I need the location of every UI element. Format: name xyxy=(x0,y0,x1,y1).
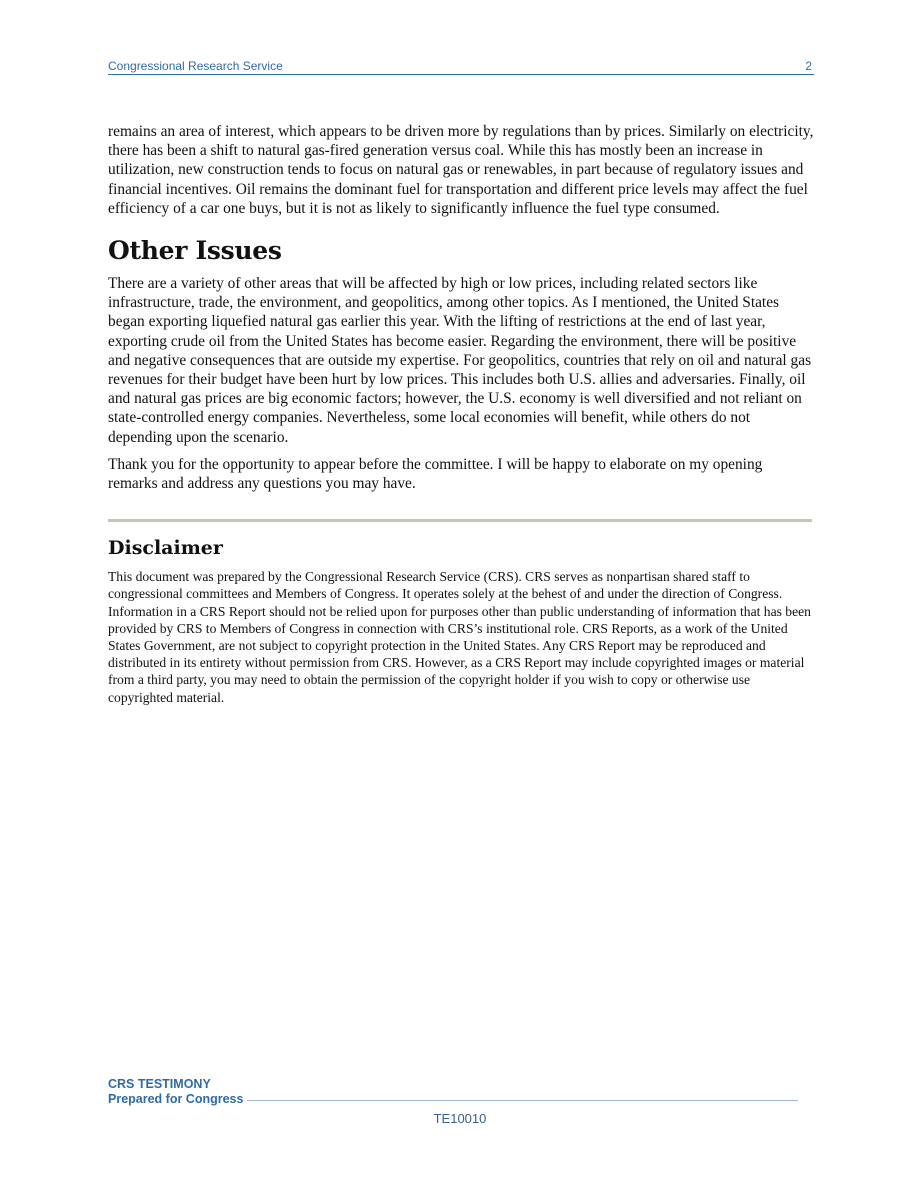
section-heading-other-issues: Other Issues xyxy=(108,236,282,266)
intro-paragraph: remains an area of interest, which appears to be driven more by regulations than by prices. Similarly on electricity, there has been a shift to natural gas-fired generation versus coal. While this has mostly been an increase in utilization, new construction tends to focus on natural gas or renewables, in part because of regulatory issues and financial incentives. Oil remains the dominant fuel for transportation and different price levels may affect the fuel efficiency of a car one buys, but it is not as likely to significantly influence the fuel type consumed. xyxy=(108,123,814,217)
header-page-number: 2 xyxy=(805,59,812,73)
footer-divider-line xyxy=(247,1100,798,1101)
page-header xyxy=(108,58,814,75)
page-footer xyxy=(108,1077,798,1107)
footer-prepared-label: Prepared for Congress xyxy=(108,1092,244,1106)
disclaimer-text: This document was prepared by the Congressional Research Service (CRS). CRS serves as nonpartisan shared staff to congressional committees and Members of Congress. It operates solely at the behest of and under the direction of Congress. Information in a CRS Report should not be relied upon for purposes other than public understanding of information that has been provided by CRS to Members of Congress in connection with CRS’s institutional role. CRS Reports, as a work of the United States Government, are not subject to copyright protection in the United States. Any CRS Report may be reproduced and distributed in its entirety without permission from CRS. However, as a CRS Report may include copyrighted images or material from a third party, you may need to obtain the permission of the copyright holder if you wish to copy or otherwise use copyrighted material. xyxy=(108,569,811,705)
disclaimer-heading: Disclaimer xyxy=(108,537,223,560)
report-number: TE10010 xyxy=(433,1111,487,1126)
footer-prepared-row xyxy=(108,1092,798,1107)
section-divider xyxy=(108,519,812,522)
header-org-name: Congressional Research Service xyxy=(108,59,283,73)
main-content xyxy=(108,122,814,706)
other-issues-paragraph-2: Thank you for the opportunity to appear before the committee. I will be happy to elaborate on my opening remarks and address any questions you may have. xyxy=(108,455,763,493)
other-issues-paragraph-1: There are a variety of other areas that will be affected by high or low prices, including related sectors like infrastructure, trade, the environment, and geopolitics, among other topics. As I mentioned, the United States began exporting liquefied natural gas earlier this year. With the lifting of restrictions at the end of last year, exporting crude oil from the United States has become easier. Regarding the environment, there will be positive and negative consequences that are outside my expertise. For geopolitics, countries that rely on oil and natural gas revenues for their budget have been hurt by low prices. This includes both U.S. allies and adversaries. Finally, oil and natural gas prices are big economic factors; however, the U.S. economy is well diversified and not reliant on state-controlled energy companies. Nevertheless, some local economies will benefit, while others do not depending upon the scenario. xyxy=(108,275,812,446)
footer-testimony-label: CRS TESTIMONY xyxy=(108,1077,211,1091)
